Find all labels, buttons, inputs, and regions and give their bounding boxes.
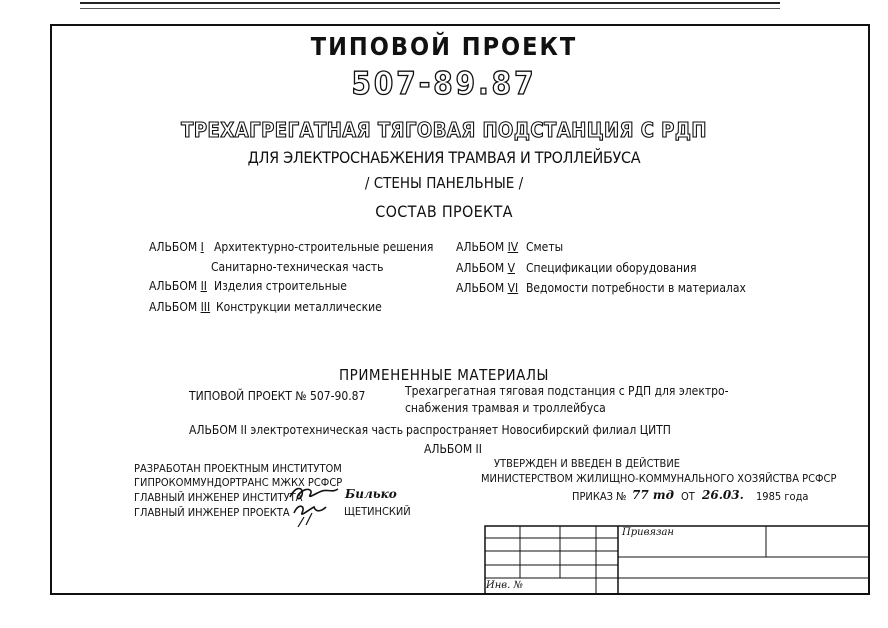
album-label: АЛЬБОМ V (456, 261, 515, 275)
album-text: Архитектурно-строительные решения (214, 240, 434, 254)
stamp-bound-label: Привязан (622, 527, 675, 538)
album-text: Сметы (526, 240, 564, 254)
signature-image (286, 483, 342, 531)
approval-line1: УТВЕРЖДЕН И ВВЕДЕН В ДЕЙСТВИЕ (494, 457, 680, 470)
album-text: Санитарно-техническая часть (211, 260, 384, 274)
applied-heading: ПРИМЕНЕННЫЕ МАТЕРИАЛЫ (339, 366, 549, 384)
chief-institute-name: Билько (345, 487, 397, 501)
developer-line1: РАЗРАБОТАН ПРОЕКТНЫМ ИНСТИТУТОМ (134, 462, 342, 475)
top-edge-line (80, 2, 780, 9)
applied-project-ref: ТИПОВОЙ ПРОЕКТ № 507-90.87 (189, 389, 366, 403)
chief-project-name: ЩЕТИНСКИЙ (344, 505, 411, 518)
applied-desc-line1: Трехагрегатная тяговая подстанция с РДП для электро- (405, 384, 729, 398)
applied-album-ref-2: АЛЬБОМ II (424, 442, 482, 456)
order-label: ПРИКАЗ № (572, 490, 627, 503)
date-label: ОТ (681, 490, 695, 503)
album-text: Конструкции металлические (216, 300, 382, 314)
stamp-grid (484, 525, 870, 595)
stamp-inv-label: Инв. № (486, 580, 523, 591)
project-title: ТРЕХАГРЕГАТНАЯ ТЯГОВАЯ ПОДСТАНЦИЯ С РДП (181, 118, 707, 142)
walls-note: / СТЕНЫ ПАНЕЛЬНЫЕ / (364, 174, 524, 192)
applied-distributor: распространяет Новосибирский филиал ЦИТП (406, 423, 671, 437)
album-text: Изделия строительные (214, 279, 347, 293)
album-label: АЛЬБОМ IV (456, 240, 519, 254)
chief-project-label: ГЛАВНЫЙ ИНЖЕНЕР ПРОЕКТА (134, 506, 290, 519)
album-text: Спецификации оборудования (526, 261, 697, 275)
album-label: АЛЬБОМ III (149, 300, 211, 314)
project-subtitle: ДЛЯ ЭЛЕКТРОСНАБЖЕНИЯ ТРАМВАЯ И ТРОЛЛЕЙБУСА (247, 148, 641, 167)
date-value: 26.03. (702, 488, 744, 502)
approval-line2: МИНИСТЕРСТВОМ ЖИЛИЩНО-КОММУНАЛЬНОГО ХОЗЯЙСТВА РСФСР (481, 472, 837, 485)
order-number: 77 тд (632, 488, 674, 502)
album-label: АЛЬБОМ II (149, 279, 207, 293)
album-label: АЛЬБОМ I (149, 240, 204, 254)
title-stamp (484, 525, 870, 595)
composition-title: СОСТАВ ПРОЕКТА (375, 202, 513, 221)
album-text: Ведомости потребности в материалах (526, 281, 746, 295)
developer-line2: ГИПРОКОММУНДОРТРАНС МЖКХ РСФСР (134, 476, 343, 489)
year-value: 1985 года (756, 490, 809, 503)
chief-institute-label: ГЛАВНЫЙ ИНЖЕНЕР ИНСТИТУТА (134, 491, 303, 504)
applied-album-ref: АЛЬБОМ II электротехническая часть (189, 423, 404, 437)
doc-number: 507-89.87 (351, 66, 537, 102)
doc-type: ТИПОВОЙ ПРОЕКТ (310, 32, 578, 61)
applied-desc-line2: снабжения трамвая и троллейбуса (405, 401, 606, 415)
album-label: АЛЬБОМ VI (456, 281, 519, 295)
